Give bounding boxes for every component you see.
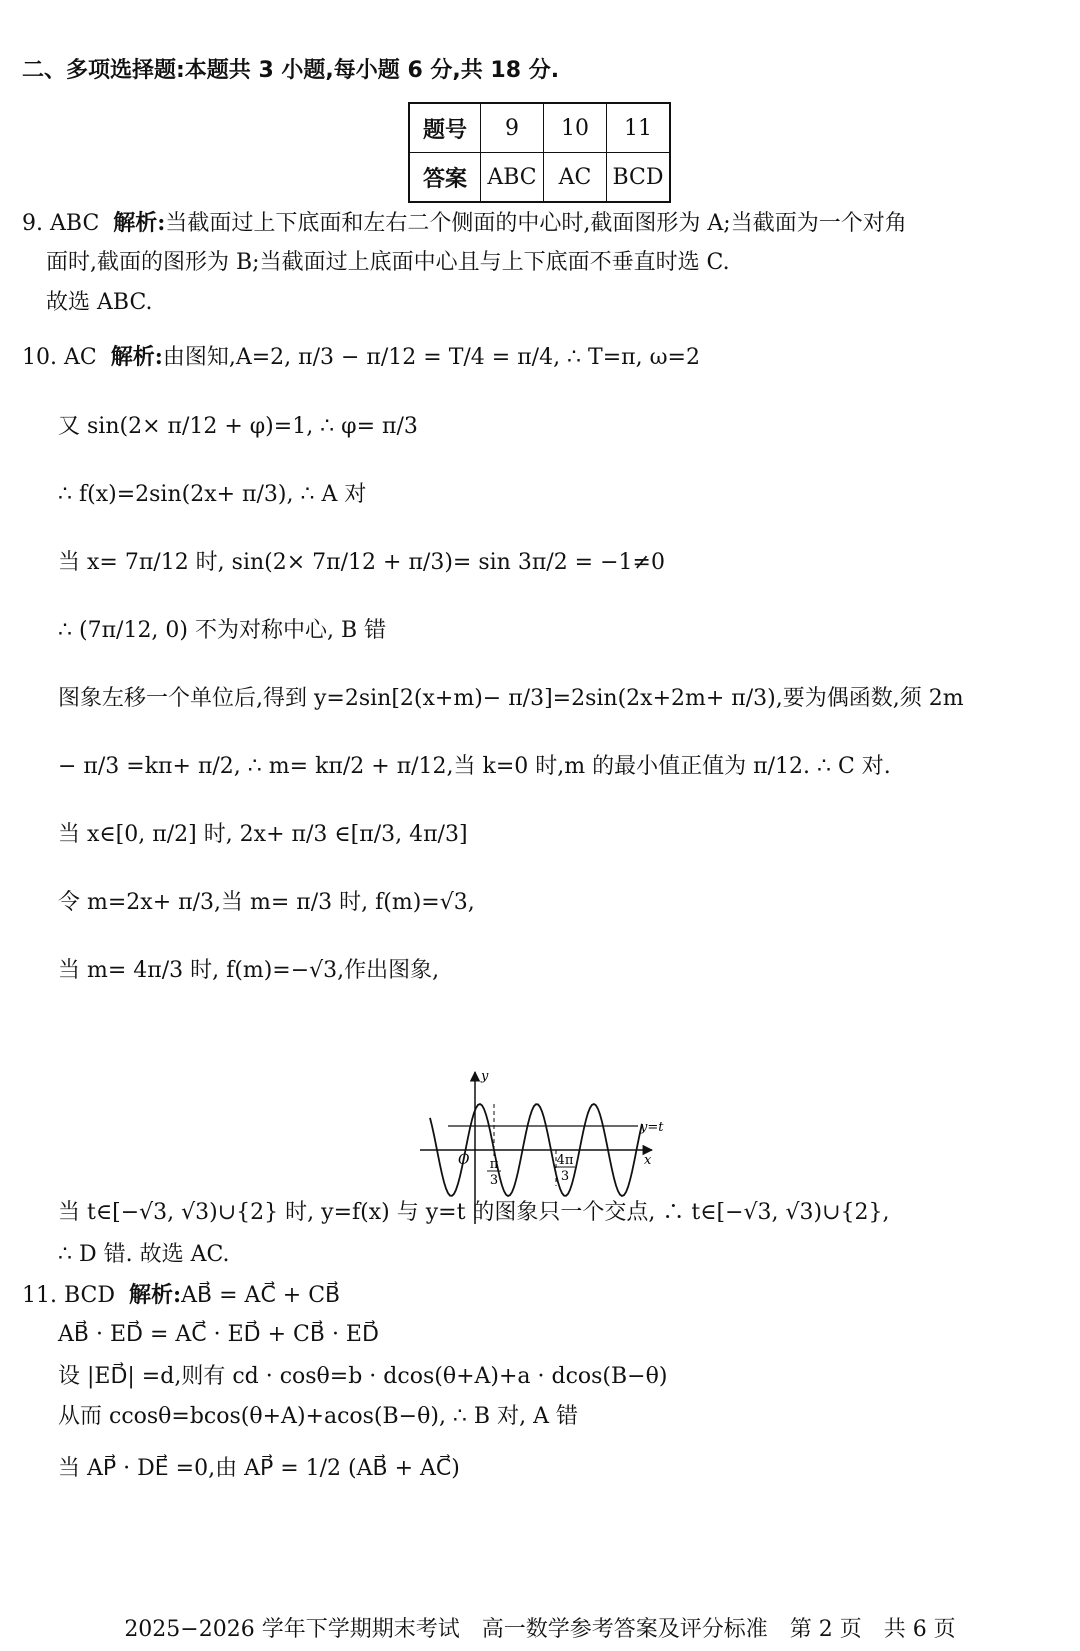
tick-2-numerator: 4π [556,1153,574,1168]
table-cell: 9 [481,103,544,153]
table-row [409,153,670,203]
line-label: y=t [640,1120,664,1135]
tick-2-denominator: 3 [560,1169,570,1184]
q11-line-1 [22,1282,340,1309]
q10-line-6: 图象左移一个单位后,得到 y=2sin[2(x+m)− π/3]=2sin(2x+2m+ π/3),要为偶函数,须 2m [58,686,964,711]
q10-head: 10. AC [22,345,97,370]
tick-1-numerator: π [489,1157,499,1172]
section-title: 二、多项选择题:本题共 3 小题,每小题 6 分,共 18 分. [22,58,560,83]
table-cell: BCD [607,153,671,203]
table-cell: 11 [607,103,671,153]
answer-table [408,102,671,203]
origin-label: O [458,1152,470,1168]
table-cell: 答案 [409,153,481,203]
q10-line-9: 令 m=2x+ π/3,当 m= π/3 时, f(m)=√3, [58,890,475,915]
q10-text-1: 由图知,A=2, π/3 − π/12 = T/4 = π/4, ∴ T=π, ω=2 [162,345,700,370]
q10-line-7: − π/3 =kπ+ π/2, ∴ m= kπ/2 + π/12,当 k=0 时,m 的最小值正值为 π/12. ∴ C 对. [58,754,891,779]
q9-line-1 [22,210,907,237]
q11-line-5: 当 AP⃗ · DE⃗ =0,由 AP⃗ = 1/2 (AB⃗ + AC⃗) [58,1456,460,1481]
q10-line-10: 当 m= 4π/3 时, f(m)=−√3,作出图象, [58,958,440,983]
page-footer: 2025−2026 学年下学期期末考试 高一数学参考答案及评分标准 第 2 页 共 6 页 [124,1617,956,1642]
q11-line-3: 设 |ED⃗| =d,则有 cd · cosθ=b · dcos(θ+A)+a · dcos(B−θ) [58,1364,668,1389]
q11-line-4: 从而 ccosθ=bcos(θ+A)+acos(B−θ), ∴ B 对, A 错 [58,1404,578,1429]
q10-line-1 [22,344,700,371]
q10-line-5: ∴ (7π/12, 0) 不为对称中心, B 错 [58,618,387,643]
q10-line-4: 当 x= 7π/12 时, sin(2× 7π/12 + π/3)= sin 3π/2 = −1≠0 [58,550,665,575]
q11-label: 解析: [129,1282,182,1308]
q11-head: 11. BCD [22,1283,116,1308]
q11-line-2: AB⃗ · ED⃗ = AC⃗ · ED⃗ + CB⃗ · ED⃗ [58,1322,379,1347]
q10-line-3: ∴ f(x)=2sin(2x+ π/3), ∴ A 对 [58,482,367,507]
q9-line-3: 故选 ABC. [46,290,153,315]
table-cell: 10 [544,103,607,153]
q10-line-12: ∴ D 错. 故选 AC. [58,1242,230,1267]
table-cell: ABC [481,153,544,203]
q10-line-2: 又 sin(2× π/12 + φ)=1, ∴ φ= π/3 [58,414,418,439]
q9-text-1: 当截面过上下底面和左右二个侧面的中心时,截面图形为 A;当截面为一个对角 [165,211,907,236]
q10-line-11: 当 t∈[−√3, √3)∪{2} 时, y=f(x) 与 y=t 的图象只一个交点, ∴ t∈[−√3, √3)∪{2}, [58,1200,890,1225]
x-axis-label: x [644,1153,652,1168]
table-cell: 题号 [409,103,481,153]
tick-1-denominator: 3 [489,1173,499,1188]
q10-line-8: 当 x∈[0, π/2] 时, 2x+ π/3 ∈[π/3, 4π/3] [58,822,468,847]
q10-label: 解析: [110,344,163,370]
q9-head: 9. ABC [22,211,100,236]
table-row [409,103,670,153]
q9-line-2: 面时,截面的图形为 B;当截面过上底面中心且与上下底面不垂直时选 C. [46,250,730,275]
table-cell: AC [544,153,607,203]
q11-text-1: AB⃗ = AC⃗ + CB⃗ [181,1283,341,1308]
y-axis-label: y [481,1069,489,1084]
q9-label: 解析: [113,210,166,236]
